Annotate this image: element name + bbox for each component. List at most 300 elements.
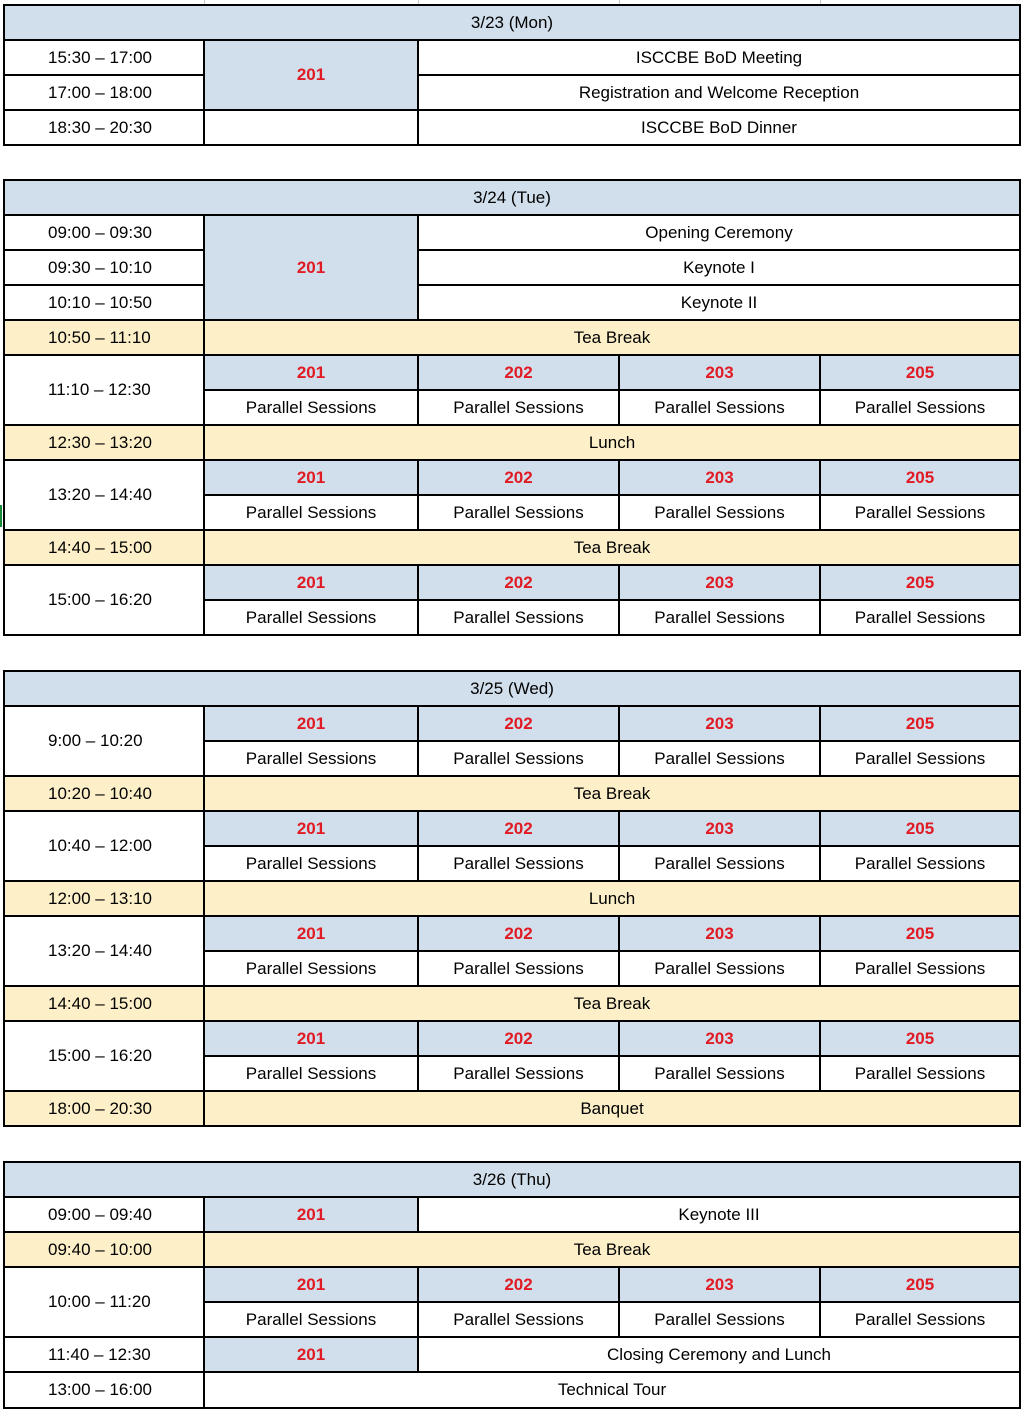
room-number: 202 xyxy=(418,916,619,951)
grid-line xyxy=(4,634,205,636)
grid-line xyxy=(418,1020,620,1022)
session-label: Parallel Sessions xyxy=(820,741,1020,776)
grid-line xyxy=(618,845,620,882)
event-title: Tea Break xyxy=(204,986,1020,1021)
day-header: 3/26 (Thu) xyxy=(4,1162,1020,1197)
time-slot: 18:00 – 20:30 xyxy=(4,1091,204,1126)
grid-line xyxy=(4,1231,205,1233)
grid-line xyxy=(204,1125,1021,1127)
grid-line xyxy=(4,39,1021,41)
room-number: 205 xyxy=(820,460,1020,495)
room-number: 202 xyxy=(418,460,619,495)
grid-line xyxy=(203,214,205,636)
time-slot: 15:30 – 17:00 xyxy=(4,40,204,75)
time-slot: 09:40 – 10:00 xyxy=(4,1232,204,1267)
grid-line xyxy=(204,1407,1021,1409)
grid-line xyxy=(820,740,1021,742)
session-label: Parallel Sessions xyxy=(820,495,1020,530)
grid-line xyxy=(418,845,620,847)
grid-line xyxy=(204,144,419,146)
time-slot: 09:30 – 10:10 xyxy=(4,250,204,285)
grid-line xyxy=(417,214,419,251)
time-slot: 9:00 – 10:20 xyxy=(4,706,204,776)
grid-line xyxy=(618,494,620,531)
grid-line xyxy=(618,915,620,952)
grid-line xyxy=(417,389,419,426)
grid-line xyxy=(417,1301,419,1338)
grid-line xyxy=(618,1266,620,1303)
event-title: Lunch xyxy=(204,881,1020,916)
grid-line xyxy=(418,810,620,812)
grid-line xyxy=(3,179,5,636)
grid-line xyxy=(618,810,620,847)
grid-line xyxy=(819,354,821,391)
event-title: Registration and Welcome Reception xyxy=(418,75,1020,110)
grid-line xyxy=(820,1266,1021,1268)
room-number: 201 xyxy=(204,1021,418,1056)
grid-line xyxy=(618,950,620,987)
room-number: 205 xyxy=(820,916,1020,951)
grid-line xyxy=(4,1125,205,1127)
session-label: Parallel Sessions xyxy=(204,846,418,881)
room-number: 201 xyxy=(204,1197,418,1232)
time-slot: 12:30 – 13:20 xyxy=(4,425,204,460)
grid-line xyxy=(4,354,205,356)
grid-line xyxy=(820,599,1021,601)
grid-line xyxy=(619,354,821,356)
session-label: Parallel Sessions xyxy=(619,495,820,530)
room-number: 205 xyxy=(820,1021,1020,1056)
grid-line xyxy=(418,1301,620,1303)
grid-line xyxy=(418,599,620,601)
grid-line xyxy=(819,705,821,742)
grid-line xyxy=(819,1020,821,1057)
time-slot: 15:00 – 16:20 xyxy=(4,565,204,635)
grid-line xyxy=(417,845,419,882)
grid-line xyxy=(204,915,419,917)
time-slot: 10:10 – 10:50 xyxy=(4,285,204,320)
grid-line xyxy=(4,1371,205,1373)
grid-line xyxy=(820,389,1021,391)
room-number: 201 xyxy=(204,565,418,600)
grid-line xyxy=(204,459,419,461)
grid-line xyxy=(4,1161,1021,1163)
grid-line xyxy=(1019,1161,1021,1409)
grid-line xyxy=(204,1231,1021,1233)
grid-line xyxy=(418,74,1021,76)
grid-line xyxy=(4,1196,1021,1198)
grid-line xyxy=(820,950,1021,952)
grid-line xyxy=(4,915,205,917)
time-slot: 09:00 – 09:30 xyxy=(4,215,204,250)
session-label: Parallel Sessions xyxy=(204,1056,418,1091)
grid-line xyxy=(819,389,821,426)
event-title: Keynote I xyxy=(418,250,1020,285)
room-number: 205 xyxy=(820,355,1020,390)
grid-line xyxy=(204,494,419,496)
grid-line xyxy=(4,564,205,566)
session-label: Parallel Sessions xyxy=(619,1302,820,1337)
grid-line xyxy=(203,1196,205,1409)
grid-line xyxy=(204,319,1021,321)
grid-line xyxy=(618,1020,620,1057)
grid-line xyxy=(417,459,419,496)
event-title: Tea Break xyxy=(204,530,1020,565)
grid-line xyxy=(204,1090,1021,1092)
grid-line xyxy=(618,1301,620,1338)
grid-line xyxy=(418,950,620,952)
grid-line xyxy=(204,389,419,391)
grid-line xyxy=(4,109,205,111)
event-title: Closing Ceremony and Lunch xyxy=(418,1337,1020,1372)
grid-line xyxy=(4,810,205,812)
grid-line xyxy=(418,494,620,496)
grid-line xyxy=(4,249,205,251)
grid-line xyxy=(417,354,419,391)
event-title: Tea Break xyxy=(204,1232,1020,1267)
event-title: Tea Break xyxy=(204,776,1020,811)
room-number: 203 xyxy=(619,1267,820,1302)
grid-line xyxy=(4,74,205,76)
grid-line xyxy=(1019,4,1021,146)
grid-line xyxy=(204,109,419,111)
grid-line xyxy=(418,1055,620,1057)
time-slot: 17:00 – 18:00 xyxy=(4,75,204,110)
room-number: 205 xyxy=(820,1267,1020,1302)
grid-line xyxy=(418,284,1021,286)
session-label: Parallel Sessions xyxy=(418,741,619,776)
grid-line xyxy=(417,740,419,777)
grid-line xyxy=(418,564,620,566)
grid-line xyxy=(418,1336,1021,1338)
room-number: 201 xyxy=(204,460,418,495)
grid-line xyxy=(418,740,620,742)
grid-line xyxy=(619,740,821,742)
room-number: 201 xyxy=(204,1337,418,1372)
grid-line xyxy=(417,109,419,146)
grid-line xyxy=(3,670,5,1127)
grid-line xyxy=(618,599,620,636)
grid-line xyxy=(4,880,205,882)
grid-line xyxy=(619,1020,821,1022)
grid-line xyxy=(4,319,205,321)
room-number: 201 xyxy=(204,706,418,741)
room-number: 201 xyxy=(204,40,418,110)
grid-line xyxy=(820,354,1021,356)
session-label: Parallel Sessions xyxy=(204,495,418,530)
time-slot: 18:30 – 20:30 xyxy=(4,110,204,145)
grid-line xyxy=(4,1266,205,1268)
event-title: Technical Tour xyxy=(204,1372,1020,1408)
room-number: 205 xyxy=(820,706,1020,741)
grid-line xyxy=(4,1407,205,1409)
grid-line xyxy=(619,1266,821,1268)
grid-line xyxy=(3,4,5,146)
session-label: Parallel Sessions xyxy=(619,951,820,986)
grid-line xyxy=(820,1055,1021,1057)
day-header: 3/25 (Wed) xyxy=(4,671,1020,706)
grid-line xyxy=(819,1301,821,1338)
event-title: ISCCBE BoD Dinner xyxy=(418,110,1020,145)
grid-line xyxy=(619,1055,821,1057)
room-number: 202 xyxy=(418,355,619,390)
grid-line xyxy=(4,705,1021,707)
grid-line xyxy=(618,705,620,742)
session-label: Parallel Sessions xyxy=(204,390,418,425)
time-slot: 11:10 – 12:30 xyxy=(4,355,204,425)
time-slot: 15:00 – 16:20 xyxy=(4,1021,204,1091)
grid-line xyxy=(820,915,1021,917)
grid-line xyxy=(820,1020,1021,1022)
grid-line xyxy=(4,670,1021,672)
grid-line xyxy=(618,740,620,777)
grid-line xyxy=(417,599,419,636)
grid-line xyxy=(204,1336,419,1338)
session-label: Parallel Sessions xyxy=(418,951,619,986)
grid-line xyxy=(418,249,1021,251)
grid-line xyxy=(819,564,821,601)
session-label: Parallel Sessions xyxy=(619,741,820,776)
grid-line xyxy=(204,1055,419,1057)
grid-line xyxy=(619,564,821,566)
event-title: Tea Break xyxy=(204,320,1020,355)
grid-line xyxy=(820,564,1021,566)
session-label: Parallel Sessions xyxy=(820,1056,1020,1091)
room-number: 203 xyxy=(619,355,820,390)
grid-line xyxy=(820,845,1021,847)
room-number: 203 xyxy=(619,916,820,951)
session-label: Parallel Sessions xyxy=(418,495,619,530)
grid-line xyxy=(4,214,1021,216)
time-slot: 13:20 – 14:40 xyxy=(4,916,204,986)
grid-line xyxy=(204,1301,419,1303)
session-label: Parallel Sessions xyxy=(204,1302,418,1337)
grid-line xyxy=(819,599,821,636)
time-slot: 10:50 – 11:10 xyxy=(4,320,204,355)
grid-line xyxy=(820,634,1021,636)
session-label: Parallel Sessions xyxy=(619,600,820,635)
grid-line xyxy=(417,249,419,286)
session-label: Parallel Sessions xyxy=(418,1302,619,1337)
grid-line xyxy=(618,459,620,496)
grid-line xyxy=(417,1196,419,1233)
session-label: Parallel Sessions xyxy=(820,1302,1020,1337)
grid-line xyxy=(204,424,1021,426)
room-number: 205 xyxy=(820,811,1020,846)
grid-line xyxy=(619,599,821,601)
room-number: 205 xyxy=(820,565,1020,600)
room-number: 201 xyxy=(204,355,418,390)
grid-line xyxy=(819,810,821,847)
grid-line xyxy=(417,705,419,742)
room-number: 201 xyxy=(204,215,418,320)
event-title: Opening Ceremony xyxy=(418,215,1020,250)
grid-line xyxy=(819,459,821,496)
event-title: Keynote III xyxy=(418,1197,1020,1232)
time-slot: 10:00 – 11:20 xyxy=(4,1267,204,1337)
session-label: Parallel Sessions xyxy=(820,390,1020,425)
session-label: Parallel Sessions xyxy=(418,600,619,635)
room-number: 201 xyxy=(204,916,418,951)
room-number: 203 xyxy=(619,811,820,846)
session-label: Parallel Sessions xyxy=(619,1056,820,1091)
grid-line xyxy=(820,459,1021,461)
time-slot: 14:40 – 15:00 xyxy=(4,986,204,1021)
grid-line xyxy=(4,424,205,426)
grid-line xyxy=(417,1336,419,1373)
event-title: Lunch xyxy=(204,425,1020,460)
grid-line xyxy=(819,740,821,777)
time-slot: 14:40 – 15:00 xyxy=(4,530,204,565)
grid-line xyxy=(204,775,1021,777)
session-label: Parallel Sessions xyxy=(418,1056,619,1091)
grid-line xyxy=(204,1266,419,1268)
grid-line xyxy=(618,354,620,391)
grid-line xyxy=(204,1020,419,1022)
grid-line xyxy=(418,144,1021,146)
grid-line xyxy=(418,389,620,391)
grid-line xyxy=(204,985,1021,987)
grid-line xyxy=(417,950,419,987)
day-header: 3/23 (Mon) xyxy=(4,5,1020,40)
grid-line xyxy=(204,634,419,636)
grid-line xyxy=(819,494,821,531)
time-slot: 13:20 – 14:40 xyxy=(4,460,204,530)
grid-line xyxy=(619,634,821,636)
grid-line xyxy=(618,389,620,426)
time-slot: 09:00 – 09:40 xyxy=(4,1197,204,1232)
grid-line xyxy=(4,1020,205,1022)
grid-line xyxy=(619,845,821,847)
grid-line xyxy=(820,810,1021,812)
grid-line xyxy=(619,1301,821,1303)
grid-line xyxy=(4,529,205,531)
room-number: 202 xyxy=(418,706,619,741)
grid-line xyxy=(4,1090,205,1092)
session-label: Parallel Sessions xyxy=(820,951,1020,986)
grid-line xyxy=(618,564,620,601)
grid-line xyxy=(819,1055,821,1092)
session-label: Parallel Sessions xyxy=(418,846,619,881)
grid-line xyxy=(819,915,821,952)
grid-line xyxy=(417,1055,419,1092)
grid-line xyxy=(618,1055,620,1092)
grid-line xyxy=(417,564,419,601)
room-number: 203 xyxy=(619,1021,820,1056)
grid-line xyxy=(4,775,205,777)
grid-line xyxy=(203,705,205,1127)
grid-line xyxy=(1019,179,1021,636)
time-slot: 10:40 – 12:00 xyxy=(4,811,204,881)
grid-line xyxy=(417,1020,419,1057)
grid-line xyxy=(619,459,821,461)
room-number: 203 xyxy=(619,460,820,495)
session-label: Parallel Sessions xyxy=(204,741,418,776)
grid-line xyxy=(819,950,821,987)
grid-line xyxy=(619,915,821,917)
room-number: 203 xyxy=(619,565,820,600)
grid-line xyxy=(417,810,419,847)
grid-line xyxy=(417,915,419,952)
grid-line xyxy=(418,354,620,356)
grid-line xyxy=(417,284,419,321)
grid-line xyxy=(417,494,419,531)
session-label: Parallel Sessions xyxy=(820,600,1020,635)
day-header: 3/24 (Tue) xyxy=(4,180,1020,215)
time-slot: 10:20 – 10:40 xyxy=(4,776,204,811)
grid-line xyxy=(418,915,620,917)
grid-line xyxy=(819,1266,821,1303)
grid-line xyxy=(204,1371,1021,1373)
grid-line xyxy=(417,1266,419,1303)
grid-line xyxy=(1019,670,1021,1127)
grid-line xyxy=(619,810,821,812)
grid-line xyxy=(418,634,620,636)
session-label: Parallel Sessions xyxy=(820,846,1020,881)
grid-line xyxy=(417,39,419,76)
grid-line xyxy=(204,950,419,952)
grid-line xyxy=(4,4,1021,6)
grid-line xyxy=(204,599,419,601)
grid-line xyxy=(3,1161,5,1409)
session-label: Parallel Sessions xyxy=(418,390,619,425)
grid-line xyxy=(204,354,419,356)
grid-line xyxy=(4,985,205,987)
event-title: ISCCBE BoD Meeting xyxy=(418,40,1020,75)
grid-line xyxy=(619,950,821,952)
room-number: 201 xyxy=(204,811,418,846)
grid-line xyxy=(4,1336,205,1338)
time-slot: 12:00 – 13:10 xyxy=(4,881,204,916)
grid-line xyxy=(4,179,1021,181)
grid-line xyxy=(418,459,620,461)
grid-line xyxy=(204,810,419,812)
grid-line xyxy=(819,845,821,882)
grid-line xyxy=(204,845,419,847)
grid-line xyxy=(4,459,205,461)
grid-line xyxy=(820,1301,1021,1303)
session-label: Parallel Sessions xyxy=(204,951,418,986)
grid-line xyxy=(820,494,1021,496)
room-number: 201 xyxy=(204,1267,418,1302)
session-label: Parallel Sessions xyxy=(619,846,820,881)
room-number: 203 xyxy=(619,706,820,741)
room-number: 202 xyxy=(418,1267,619,1302)
session-label: Parallel Sessions xyxy=(204,600,418,635)
room-number: 202 xyxy=(418,1021,619,1056)
grid-line xyxy=(418,109,1021,111)
grid-line xyxy=(619,494,821,496)
grid-line xyxy=(204,564,419,566)
grid-line xyxy=(619,389,821,391)
event-title: Banquet xyxy=(204,1091,1020,1126)
grid-line xyxy=(4,144,205,146)
room-number: 202 xyxy=(418,565,619,600)
grid-line xyxy=(204,740,419,742)
grid-line xyxy=(4,284,205,286)
session-label: Parallel Sessions xyxy=(619,390,820,425)
selection-marker xyxy=(0,505,2,527)
grid-line xyxy=(204,529,1021,531)
grid-line xyxy=(417,74,419,111)
time-slot: 13:00 – 16:00 xyxy=(4,1372,204,1408)
grid-line xyxy=(203,39,205,146)
time-slot: 11:40 – 12:30 xyxy=(4,1337,204,1372)
grid-line xyxy=(204,880,1021,882)
event-title: Keynote II xyxy=(418,285,1020,320)
grid-line xyxy=(418,1266,620,1268)
room-number: 202 xyxy=(418,811,619,846)
